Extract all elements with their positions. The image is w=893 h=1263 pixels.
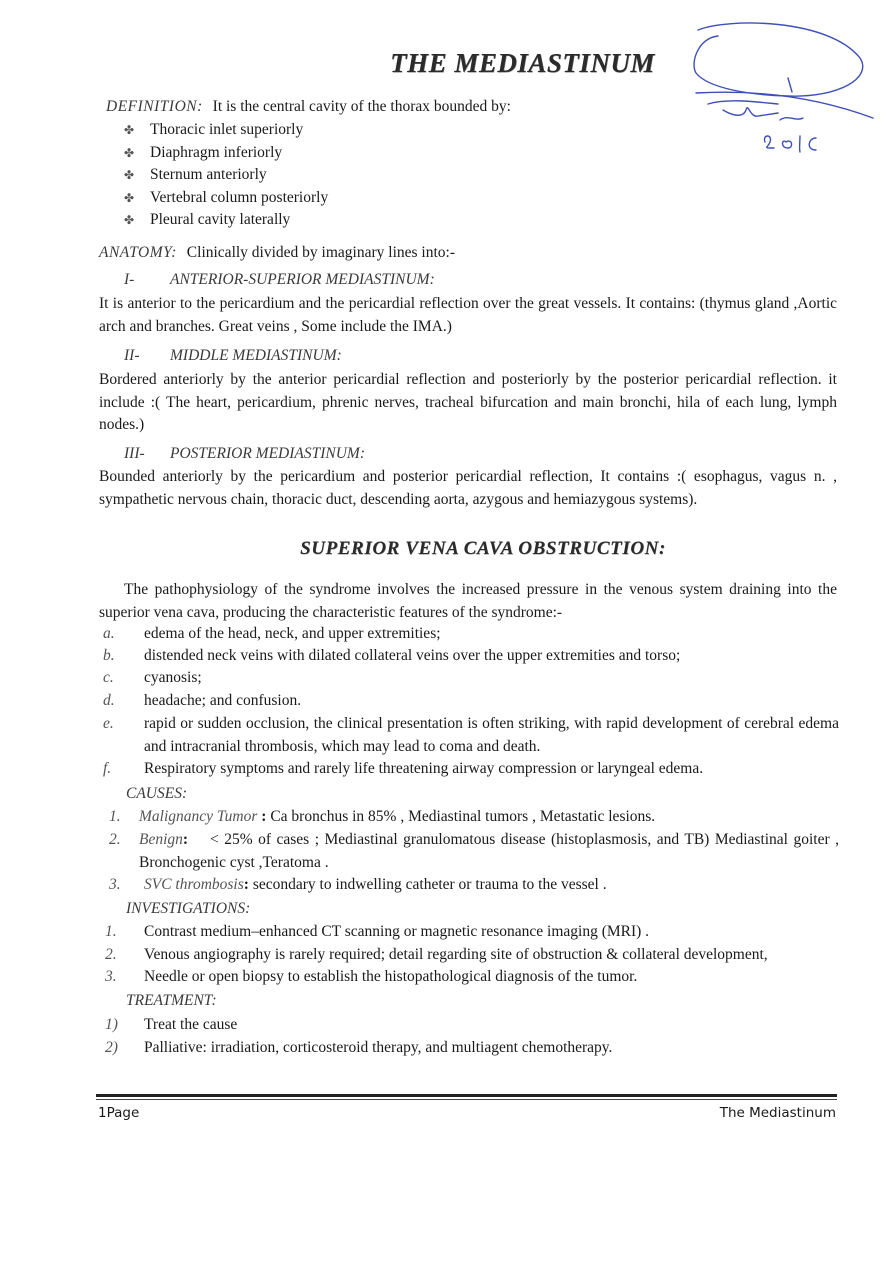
list-item: ✤ Vertebral column posteriorly	[124, 187, 328, 209]
list-item: 2. Venous angiography is rarely required; detail regarding site of obstruction & collateral development,	[105, 946, 768, 963]
list-item: 2. Benign: < 25% of cases ; Mediastinal granulomatous disease (histoplasmosis, and TB) Mediastinal goiter , Bronchogenic cyst ,Teratoma .	[109, 831, 839, 871]
diamond-bullet-icon: ✤	[124, 168, 135, 182]
diamond-bullet-icon: ✤	[124, 191, 135, 205]
middle-body: Bordered anteriorly by the anterior pericardial reflection and posteriorly by the posterior pericardial reflection. it include :( The heart, pericardium, phrenic nerves, tracheal bifurcation and main bronchi, hila of each lung, lymph nodes.)	[99, 371, 837, 433]
posterior-heading: III- POSTERIOR MEDIASTINUM:	[124, 445, 366, 462]
anterior-superior-heading: I- ANTERIOR-SUPERIOR MEDIASTINUM:	[124, 271, 435, 288]
page-number: 1Page	[98, 1105, 140, 1121]
list-item: ✤ Diaphragm inferiorly	[124, 142, 282, 164]
definition-label: DEFINITION:	[106, 98, 203, 115]
anatomy-line	[99, 242, 455, 264]
list-item: a. edema of the head, neck, and upper extremities;	[103, 625, 441, 642]
diamond-bullet-icon: ✤	[124, 146, 135, 160]
section-title: SUPERIOR VENA CAVA OBSTRUCTION:	[300, 538, 666, 559]
handwritten-signature	[688, 18, 878, 168]
list-item: 3. SVC thrombosis: secondary to indwelling catheter or trauma to the vessel .	[109, 876, 607, 893]
footer-divider-thin	[96, 1099, 837, 1100]
list-item: ✤ Pleural cavity laterally	[124, 209, 290, 231]
list-item: e. rapid or sudden occlusion, the clinical presentation is often striking, with rapid development of cerebral edema and intracranial thrombosis, which may lead to coma and death.	[103, 715, 839, 755]
list-item: b. distended neck veins with dilated collateral veins over the upper extremities and torso;	[103, 647, 681, 664]
anatomy-label: ANATOMY:	[99, 244, 177, 261]
anatomy-text: Clinically divided by imaginary lines into:-	[186, 244, 455, 261]
list-item: c. cyanosis;	[103, 669, 202, 686]
list-item: 3. Needle or open biopsy to establish the histopathological diagnosis of the tumor.	[105, 968, 638, 985]
list-item: 1) Treat the cause	[105, 1016, 238, 1033]
diamond-bullet-icon: ✤	[124, 213, 135, 227]
list-item: 1. Malignancy Tumor : Ca bronchus in 85% , Mediastinal tumors , Metastatic lesions.	[109, 808, 656, 825]
middle-heading: II- MIDDLE MEDIASTINUM:	[124, 347, 342, 364]
definition-text: It is the central cavity of the thorax bounded by:	[212, 98, 511, 115]
definition-line	[106, 96, 511, 118]
list-item: 1. Contrast medium–enhanced CT scanning or magnetic resonance imaging (MRI) .	[105, 923, 650, 940]
list-item: ✤ Sternum anteriorly	[124, 164, 267, 186]
list-item: 2) Palliative: irradiation, corticosteroid therapy, and multiagent chemotherapy.	[105, 1039, 613, 1056]
investigations-heading: INVESTIGATIONS:	[126, 900, 251, 917]
list-item: d. headache; and confusion.	[103, 692, 302, 709]
svc-intro: The pathophysiology of the syndrome involves the increased pressure in the venous system draining into the superior vena cava, producing the characteristic features of the syndrome:-	[99, 581, 837, 621]
treatment-heading: TREATMENT:	[126, 992, 217, 1009]
diamond-bullet-icon: ✤	[124, 123, 135, 137]
list-item: ✤ Thoracic inlet superiorly	[124, 119, 303, 141]
anterior-superior-body: It is anterior to the pericardium and the pericardial reflection over the great vessels. It contains: (thymus gland ,Aortic arch and branches. Great veins , Some include the IMA.)	[99, 295, 837, 335]
running-title: The Mediastinum	[719, 1105, 836, 1121]
list-item: f. Respiratory symptoms and rarely life threatening airway compression or laryngeal edema.	[103, 760, 704, 777]
posterior-body: Bounded anteriorly by the pericardium and posterior pericardial reflection, It contains :( esophagus, vagus n. , sympathetic nervous chain, thoracic duct, descending aorta, azygous and hemiazygous systems).	[99, 468, 837, 508]
page-title: THE MEDIASTINUM	[390, 48, 655, 78]
footer-divider	[96, 1094, 837, 1097]
causes-heading: CAUSES:	[126, 785, 188, 802]
